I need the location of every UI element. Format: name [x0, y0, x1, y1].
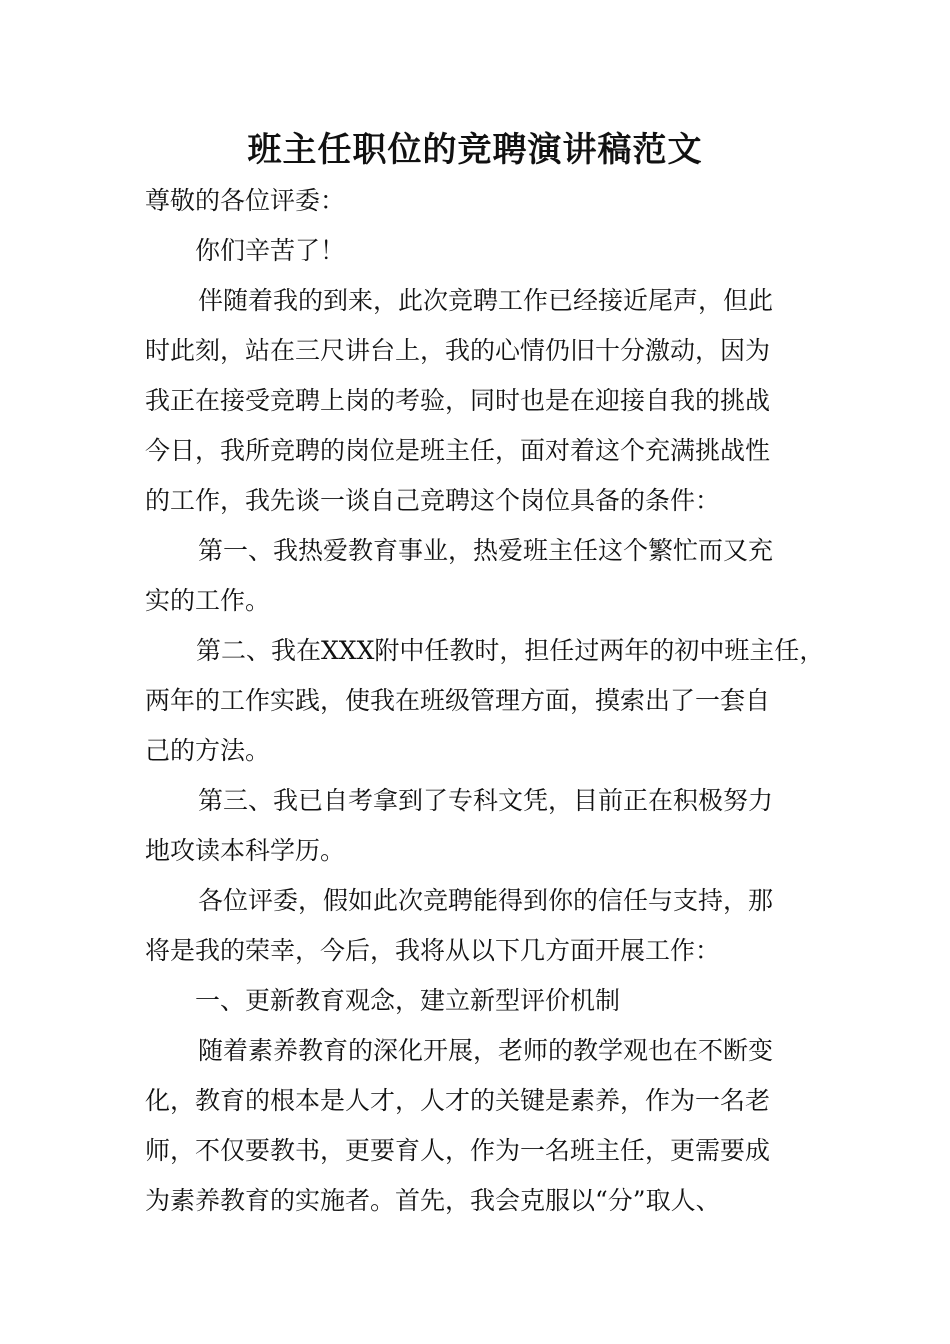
paragraph-line: 为素养教育的实施者。首先，我会克服以“分”取人、 — [145, 1186, 721, 1215]
document-title: 班主任职位的竞聘演讲稿范文 — [247, 130, 703, 170]
paragraph-line: 实的工作。 — [145, 586, 271, 615]
paragraph-line: 己的方法。 — [145, 736, 271, 765]
paragraph-line: 第二、我在XXX附中任教时，担任过两年的初中班主任， — [196, 636, 825, 665]
paragraph-line: 两年的工作实践，使我在班级管理方面，摸索出了一套自 — [145, 686, 771, 715]
paragraph-line: 我正在接受竞聘上岗的考验，同时也是在迎接自我的挑战 — [145, 386, 771, 415]
salutation-line: 尊敬的各位评委： — [145, 186, 346, 215]
greeting-line: 你们辛苦了！ — [195, 236, 346, 265]
section-heading: 一、更新教育观念，建立新型评价机制 — [195, 986, 621, 1015]
paragraph-line: 将是我的荣幸，今后，我将从以下几方面开展工作： — [145, 936, 721, 965]
paragraph-line: 地攻读本科学历。 — [145, 836, 346, 865]
paragraph-line: 时此刻，站在三尺讲台上，我的心情仍旧十分激动，因为 — [145, 336, 771, 365]
paragraph-line: 第一、我热爱教育事业，热爱班主任这个繁忙而又充 — [198, 536, 774, 565]
paragraph-line: 的工作，我先谈一谈自己竞聘这个岗位具备的条件： — [145, 486, 721, 515]
paragraph-line: 各位评委，假如此次竞聘能得到你的信任与支持，那 — [198, 886, 774, 915]
paragraph-line: 随着素养教育的深化开展，老师的教学观也在不断变 — [198, 1036, 774, 1065]
paragraph-line: 化，教育的根本是人才，人才的关键是素养，作为一名老 — [145, 1086, 771, 1115]
paragraph-line: 今日，我所竞聘的岗位是班主任，面对着这个充满挑战性 — [145, 436, 771, 465]
paragraph-line: 伴随着我的到来，此次竞聘工作已经接近尾声，但此 — [198, 286, 774, 315]
paragraph-line: 第三、我已自考拿到了专科文凭，目前正在积极努力 — [198, 786, 774, 815]
paragraph-line: 师，不仅要教书，更要育人，作为一名班主任，更需要成 — [145, 1136, 771, 1165]
